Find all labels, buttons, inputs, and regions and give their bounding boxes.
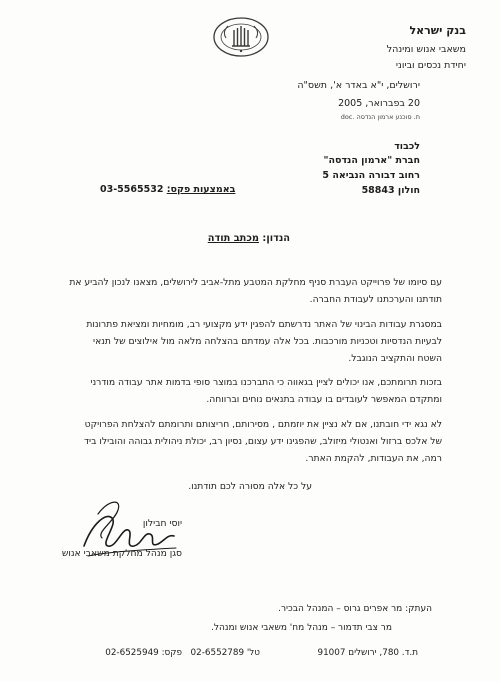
hebrew-date: ירושלים, י"א באדר א', תשס"ה	[297, 80, 420, 91]
paragraph-line: תודתנו והערכתנו לעבודת החברה.	[309, 294, 442, 305]
paragraph-line: לבעיות הנדסיות וטכניות מורכבות. בכל אלה עמדתם בהצלחה מלאה מול אילוצים של תנאי	[93, 336, 442, 347]
file-reference: ת. סוכנע ארמון הנדסה .doc	[340, 113, 420, 121]
copy-line-1	[278, 604, 432, 614]
signatory-name: יוסי חבילון	[142, 518, 182, 529]
phone-label: טל'	[246, 648, 260, 658]
paragraph-line: בזכות תרומתכם, אנו יכולים לציין בגאווה כי התברכנו במוצר סופי בדמות אתר עבודה מודרני	[90, 377, 442, 388]
unit-name: יחידת נכסים וביוני	[395, 60, 466, 71]
paragraph-line: עם סיומו של פרוייקט העברת סניף מחלקת המטבע מתל-אביב לירושלים, מצאנו לנכון להביע את	[69, 277, 442, 288]
paragraph-line: ומתקדם המאפשר לעובדים בו עבודה בתנאים נוחים וברווחה.	[206, 394, 442, 405]
addressee-city: חולון 58843	[361, 185, 420, 196]
fax-label: באמצעות פקס:	[166, 184, 236, 195]
paragraph-2	[42, 316, 442, 367]
fax-number: 03-5565532	[100, 184, 164, 195]
fax-label: פקס:	[161, 648, 182, 658]
org-name: בנק ישראל	[409, 24, 466, 37]
footer-fax	[105, 648, 182, 658]
copy-label: העתק:	[405, 604, 432, 614]
addressee-street: רחוב דבורה הנביאה 5	[322, 170, 420, 181]
signatory-title: סגן מנהל מחלקת משאבי אנוש	[61, 548, 182, 559]
subject-label: הנדון:	[262, 233, 290, 244]
subject-line	[208, 233, 290, 244]
fax-line	[100, 184, 235, 195]
subject-text: מכתב תודה	[207, 233, 259, 244]
dept-name: משאבי אנוש ומינהל	[386, 44, 466, 55]
closing-line: על כל אלה מסורה לכם תודתנו.	[188, 481, 312, 492]
paragraph-3	[42, 374, 442, 408]
paragraph-line: השטח והתקציב הנוגבל.	[348, 353, 442, 364]
addressee-to: לכבוד	[394, 141, 420, 152]
copy-recipient: מר אפרים גרוס – המנהל הבכיר.	[278, 604, 403, 614]
addressee-company: חברת "ארמון הנדסה"	[323, 155, 420, 166]
paragraph-line: של אלכס ברזול ואנטולי מיזולב, שהפגינו ידע עצום, נסיון רב, יכולת ניהולית גבוהה והובילו ביד	[84, 436, 442, 447]
copy-recipient: מר צבי תדמור – מנהל מח' משאבי אנוש ומנהל.	[211, 623, 392, 633]
copy-line-2	[211, 623, 392, 633]
phone-number: 02-6552789	[190, 648, 245, 658]
paragraph-1	[42, 274, 442, 308]
paragraph-line: במסגרת עבודות הבינוי של האתר נדרשתם להפגין ידע מקצועי רב, מומחיות ומציאת פתרונות	[86, 319, 442, 330]
footer-address: ת.ד. 780, ירושלים 91007	[317, 648, 418, 658]
paragraph-4	[42, 416, 442, 467]
footer-phone	[191, 648, 260, 658]
gregorian-date: 20 בפברואר, 2005	[338, 98, 420, 109]
bank-emblem-logo	[212, 16, 270, 58]
fax-number: 02-6525949	[105, 648, 159, 658]
paragraph-line: לא נגא ידי חובתנו, אם לא נציין את יוזמתם , מסירותם, חריצותם ותרומתם להצלחת הפרויקט	[84, 419, 442, 430]
paragraph-line: רמה, את העבודות, להקמת האתר.	[305, 453, 442, 464]
